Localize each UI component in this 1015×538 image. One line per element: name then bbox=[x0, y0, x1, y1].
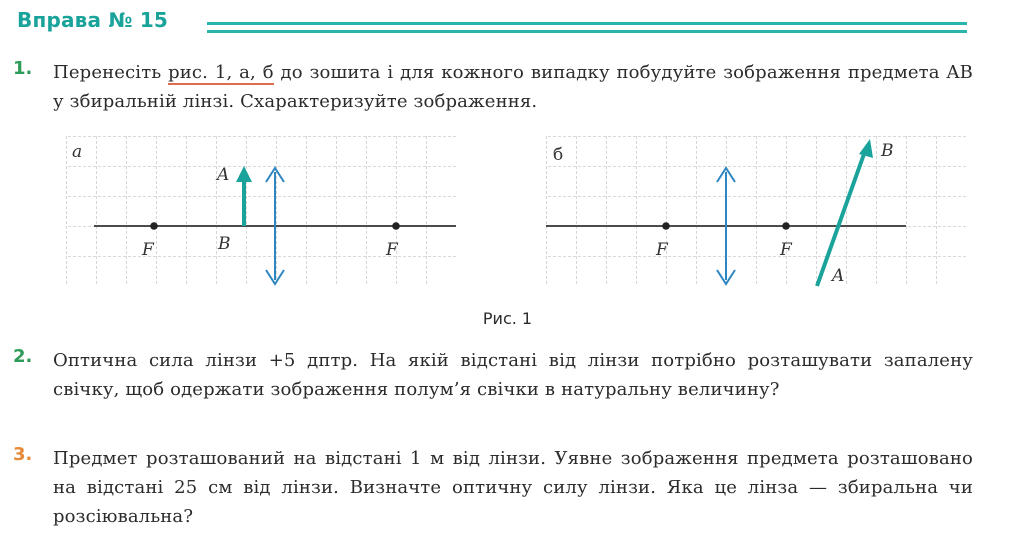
task-number: 3. bbox=[13, 444, 33, 465]
focus-point bbox=[392, 222, 400, 230]
task-text-part: Перенесіть bbox=[53, 62, 169, 83]
focus-point bbox=[782, 222, 790, 230]
point-label: B bbox=[218, 234, 231, 254]
point-label: A bbox=[832, 266, 845, 286]
panel-label: а bbox=[72, 142, 83, 162]
focus-label: F bbox=[780, 240, 792, 260]
focus-label: F bbox=[142, 240, 154, 260]
focus-label: F bbox=[656, 240, 668, 260]
figure-caption: Рис. 1 bbox=[482, 309, 533, 328]
grid bbox=[66, 136, 456, 286]
grid bbox=[546, 136, 966, 286]
figure-panel-a bbox=[66, 136, 456, 286]
panel-label: б bbox=[553, 145, 564, 165]
focus-label: F bbox=[386, 240, 398, 260]
task-number: 1. bbox=[13, 58, 33, 79]
figure-reference-link[interactable]: рис. 1, а, б bbox=[168, 62, 274, 83]
focus-point bbox=[662, 222, 670, 230]
task-text: Оптична сила лінзи +5 дптр. На якій відстані від лінзи потрібно розташувати запалену свічку, щоб одержати зображення полум’я свічки в натуральну величину? bbox=[53, 350, 973, 400]
point-label: A bbox=[217, 165, 230, 185]
task-text-part: до зошита і для кожного випадку побудуйте зображення предмета AB у збиральній лінзі. Схарактеризуйте зображення. bbox=[53, 62, 973, 112]
task-text: Предмет розташований на відстані 1 м від лінзи. Уявне зображення предмета розташовано на відстані 25 см від лінзи. Визначте оптичну силу лінзи. Яка це лінза — збиральна чи розсіювальна? bbox=[53, 448, 973, 527]
exercise-title: Вправа № 15 bbox=[17, 8, 169, 32]
figure-panel-b bbox=[546, 136, 966, 286]
task-number: 2. bbox=[13, 346, 33, 367]
focus-point bbox=[150, 222, 158, 230]
point-label: B bbox=[881, 141, 894, 161]
